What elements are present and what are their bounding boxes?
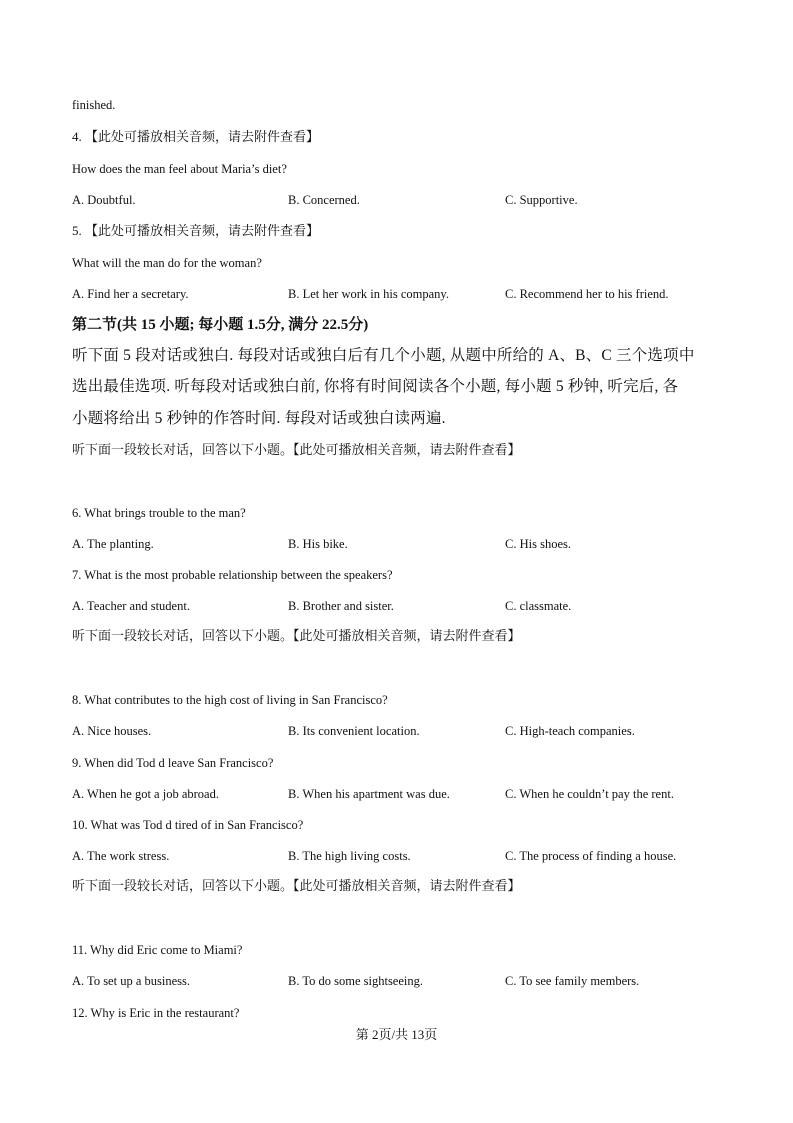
option-b: B. Let her work in his company. [288,287,449,301]
question-7-options [72,598,722,614]
option-c: C. Recommend her to his friend. [505,287,669,301]
option-a: A. The planting. [72,537,154,551]
question-5-text: What will the man do for the woman? [72,256,262,270]
option-a: A. To set up a business. [72,974,190,988]
option-b: B. His bike. [288,537,348,551]
section-2-instructions-line-2: 选出最佳选项. 听每段对话或独白前, 你将有时间阅读各个小题, 每小题 5 秒钟, 听完后, 各 [72,378,679,395]
dialog-intro-3: 听下面一段较长对话，回答以下小题。【此处可播放相关音频，请去附件查看】 [72,878,521,893]
question-5-audio-label: 5. 【此处可播放相关音频，请去附件查看】 [72,223,320,238]
question-10-text: 10. What was Tod d tired of in San Francisco? [72,818,304,832]
option-a: A. Doubtful. [72,193,136,207]
question-9-text: 9. When did Tod d leave San Francisco? [72,756,274,770]
question-9-options [72,786,722,802]
option-b: B. To do some sightseeing. [288,974,424,988]
option-a: A. Teacher and student. [72,599,190,613]
option-b: B. The high living costs. [288,849,411,863]
question-4-text: How does the man feel about Maria’s diet? [72,162,287,176]
question-6-text: 6. What brings trouble to the man? [72,506,246,520]
option-c: C. Supportive. [505,193,578,207]
continued-text: finished. [72,98,116,112]
page-number-footer: 第 2页/共 13页 [355,1027,438,1042]
option-c: C. To see family members. [505,974,640,988]
dialog-intro-2: 听下面一段较长对话，回答以下小题。【此处可播放相关音频，请去附件查看】 [72,628,521,643]
option-b: B. Concerned. [288,193,360,207]
option-b: B. Brother and sister. [288,599,394,613]
option-b: B. Its convenient location. [288,724,420,738]
option-a: A. The work stress. [72,849,170,863]
question-8-text: 8. What contributes to the high cost of living in San Francisco? [72,693,388,707]
option-a: A. Find her a secretary. [72,287,189,301]
question-4-audio-label: 4. 【此处可播放相关音频，请去附件查看】 [72,129,320,144]
question-4-options [72,192,722,208]
option-b: B. When his apartment was due. [288,787,450,801]
question-7-text: 7. What is the most probable relationship between the speakers? [72,568,393,582]
section-2-instructions-line-1: 听下面 5 段对话或独白. 每段对话或独白后有几个小题, 从题中所给的 A、B、C 三个选项中 [72,347,695,364]
question-11-text: 11. Why did Eric come to Miami? [72,943,243,957]
option-c: C. When he couldn’t pay the rent. [505,787,674,801]
question-11-options [72,973,722,989]
question-12-text: 12. Why is Eric in the restaurant? [72,1006,240,1020]
dialog-intro-1: 听下面一段较长对话，回答以下小题。【此处可播放相关音频，请去附件查看】 [72,442,521,457]
question-10-options [72,848,722,864]
question-8-options [72,723,722,739]
question-6-options [72,536,722,552]
question-5-options [72,286,722,302]
section-2-title: 第二节(共 15 小题; 每小题 1.5分, 满分 22.5分) [72,317,369,333]
option-c: C. High-teach companies. [505,724,635,738]
option-a: A. When he got a job abroad. [72,787,219,801]
option-c: C. The process of finding a house. [505,849,677,863]
option-c: C. His shoes. [505,537,571,551]
section-2-instructions-line-3: 小题将给出 5 秒钟的作答时间. 每段对话或独白读两遍. [72,410,446,427]
option-c: C. classmate. [505,599,572,613]
option-a: A. Nice houses. [72,724,152,738]
